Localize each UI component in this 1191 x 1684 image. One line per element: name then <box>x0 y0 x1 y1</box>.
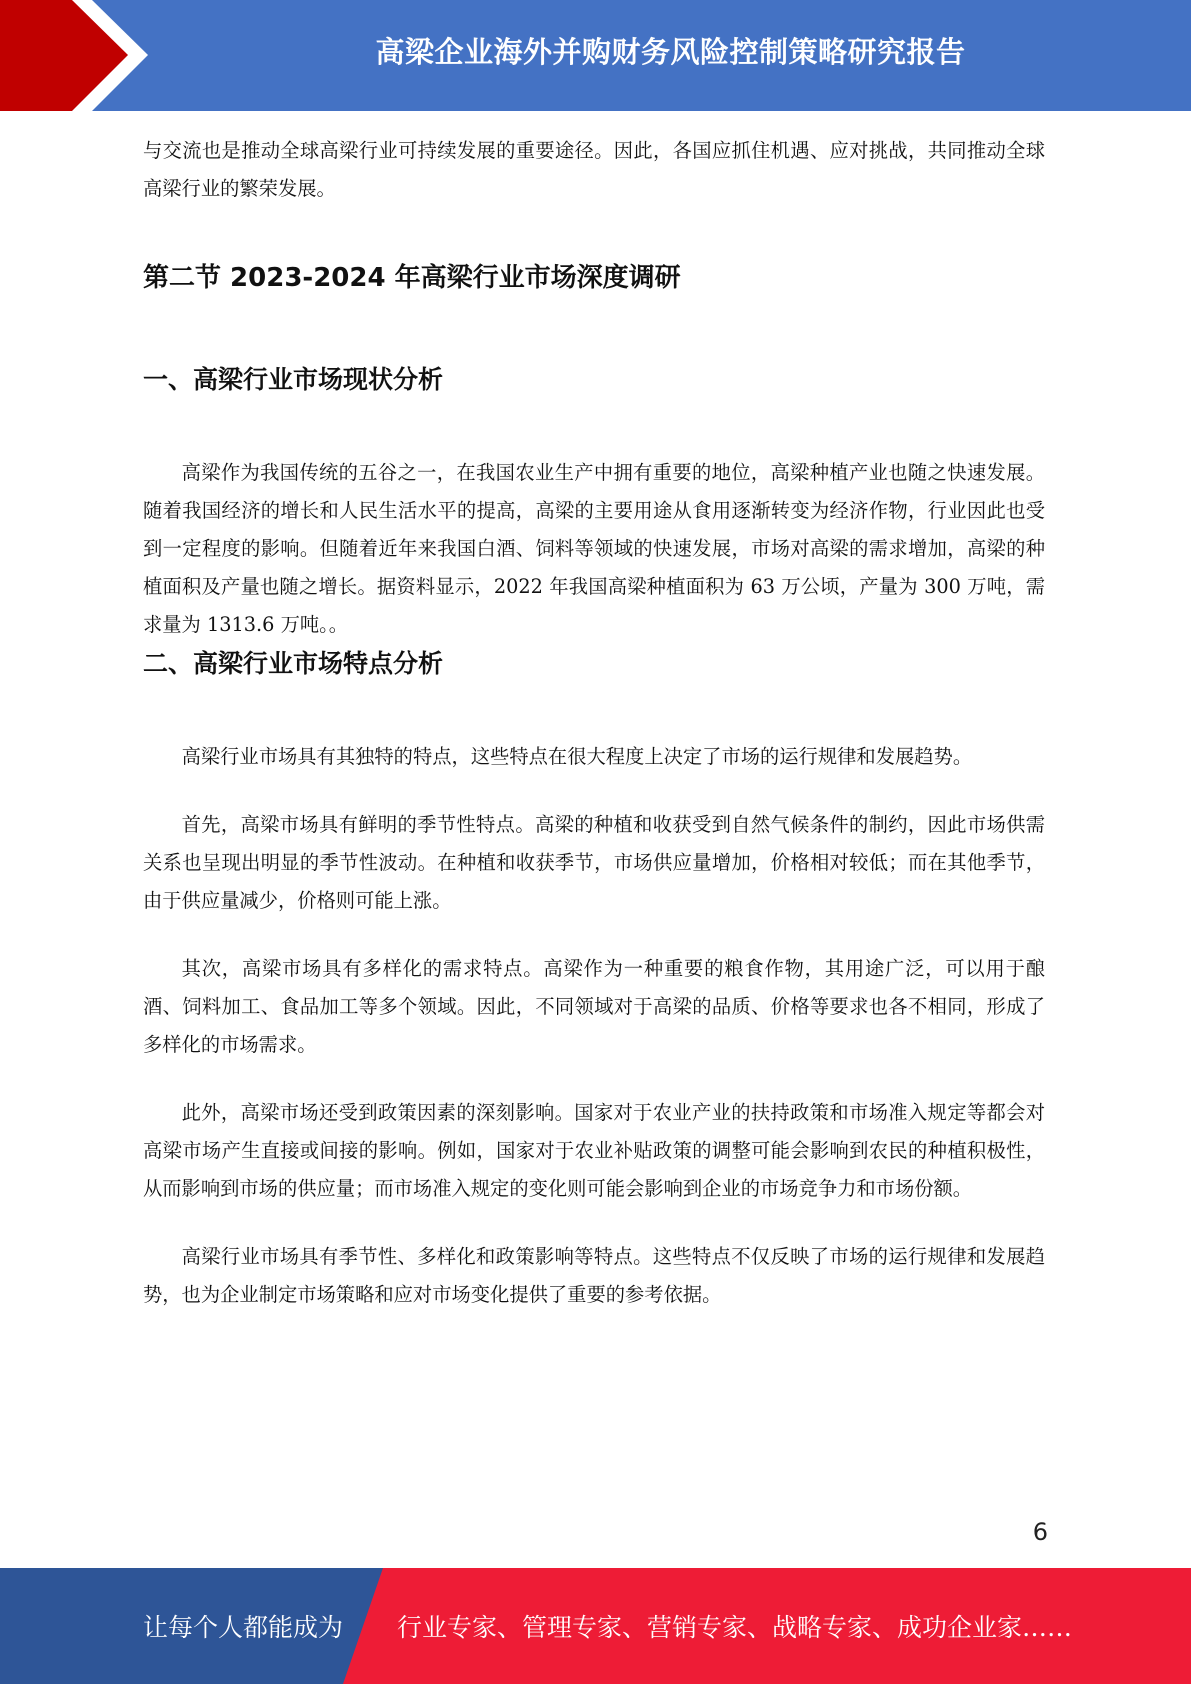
page-footer <box>0 1568 1191 1684</box>
subsection-2-paragraph: 高梁行业市场具有季节性、多样化和政策影响等特点。这些特点不仅反映了市场的运行规律和发展趋势，也为企业制定市场策略和应对市场变化提供了重要的参考依据。 <box>143 1245 1045 1306</box>
subsection-1-title: 一、高梁行业市场现状分析 <box>143 365 444 394</box>
intro-paragraph: 与交流也是推动全球高梁行业可持续发展的重要途径。因此，各国应抓住机遇、应对挑战，共同推动全球高梁行业的繁荣发展。 <box>143 139 1045 200</box>
subsection-2-title: 二、高梁行业市场特点分析 <box>143 649 444 678</box>
footer-slogan-right: 行业专家、管理专家、营销专家、战略专家、成功企业家…… <box>397 1613 1073 1642</box>
section-title: 第二节 2023-2024 年高梁行业市场深度调研 <box>143 263 681 293</box>
footer-slogan-left: 让每个人都能成为 <box>143 1613 344 1642</box>
subsection-2-paragraph: 高梁行业市场具有其独特的特点，这些特点在很大程度上决定了市场的运行规律和发展趋势。 <box>181 745 973 768</box>
document-body <box>143 132 1045 1314</box>
subsection-2-paragraph: 首先，高梁市场具有鲜明的季节性特点。高梁的种植和收获受到自然气候条件的制约，因此市场供需关系也呈现出明显的季节性波动。在种植和收获季节，市场供应量增加，价格相对较低；而在其他季节，由于供应量减少，价格则可能上涨。 <box>143 813 1045 912</box>
subsection-2-paragraph: 此外，高梁市场还受到政策因素的深刻影响。国家对于农业产业的扶持政策和市场准入规定等都会对高梁市场产生直接或间接的影响。例如，国家对于农业补贴政策的调整可能会影响到农民的种植积极性，从而影响到市场的供应量；而市场准入规定的变化则可能会影响到企业的市场竞争力和市场份额。 <box>143 1101 1045 1200</box>
subsection-1-paragraph: 高梁作为我国传统的五谷之一，在我国农业生产中拥有重要的地位，高梁种植产业也随之快速发展。随着我国经济的增长和人民生活水平的提高，高梁的主要用途从食用逐渐转变为经济作物，行业因此也受到一定程度的影响。但随着近年来我国白酒、饲料等领域的快速发展，市场对高梁的需求增加，高梁的种植面积及产量也随之增长。据资料显示，2022 年我国高梁种植面积为 63 万公顷，产量为 300 万吨，需求量为 1313.6 万吨。。 <box>143 461 1045 636</box>
subsection-2-paragraph: 其次，高梁市场具有多样化的需求特点。高梁作为一种重要的粮食作物，其用途广泛，可以用于酿酒、饲料加工、食品加工等多个领域。因此，不同领域对于高梁的品质、价格等要求也各不相同，形成了多样化的市场需求。 <box>143 957 1045 1056</box>
page-number: 6 <box>1032 1518 1048 1546</box>
page-header <box>0 0 1191 111</box>
header-title: 高梁企业海外并购财务风险控制策略研究报告 <box>375 34 966 69</box>
